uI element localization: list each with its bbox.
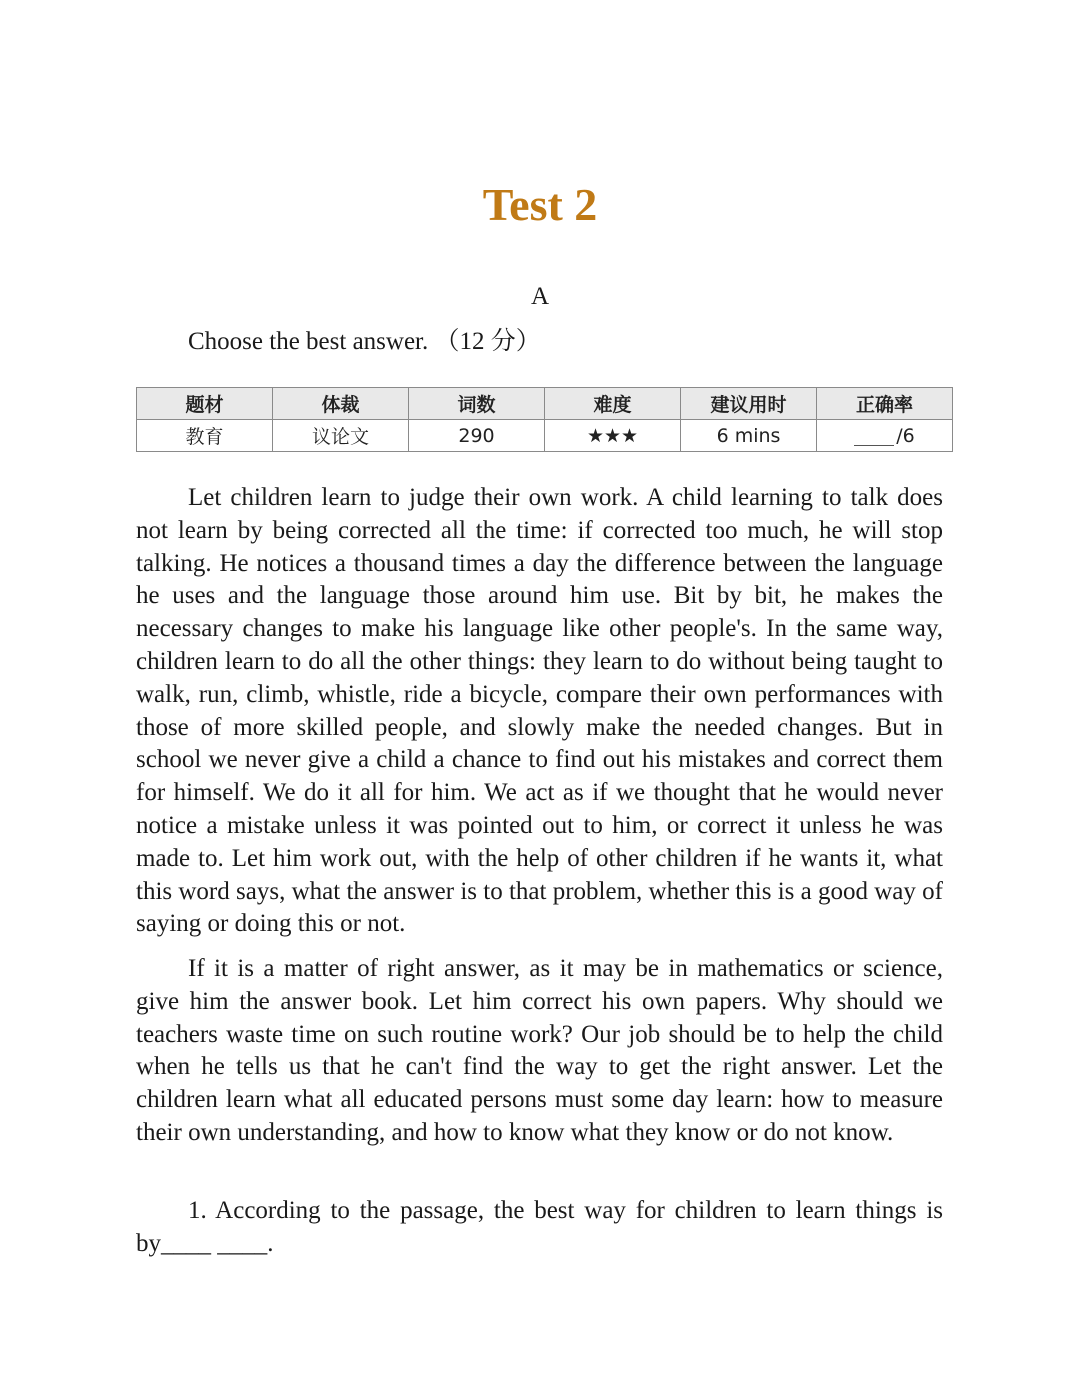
page-title: Test 2	[482, 179, 598, 230]
paragraph-2-text: If it is a matter of right answer, as it may be in mathematics or science, give him the answer book. Let him correct his own papers. Why should we teachers waste time on such routine work? Our job should be to help the child when he tells us that he can't find the way to get the right answer. Let the children learn what all educated persons must some day learn: how to measure their own understanding, and how to know what they know or do not know.	[136, 955, 943, 1146]
value-difficulty-stars: ★★★	[545, 420, 681, 452]
question-1	[136, 1195, 943, 1261]
passage-paragraph-1	[136, 482, 943, 941]
info-table-value-row	[137, 420, 953, 452]
paragraph-1-text: Let children learn to judge their own work. A child learning to talk does not learn by being corrected all the time: if corrected too much, he will stop talking. He notices a thousand times a day the difference between the language he uses and the language those around him use. Bit by bit, he makes the necessary changes to make his language like other people's. In the same way, children learn to do all the other things: they learn to do without being taught to walk, run, climb, whistle, ride a bicycle, compare their own performances with those of more skilled people, and slowly make the needed changes. But in school we never give a child a chance to find out his mistakes and correct them for himself. We do it all for him. We act as if we thought that he would never notice a mistake unless it was pointed out to him, or correct it unless he was made to. Let him work out, with the help of other children if he wants it, what this word says, what the answer is to that problem, whether this is a good way of saying or doing this or not.	[136, 484, 943, 938]
header-suggested-time: 建议用时	[681, 388, 817, 420]
value-word-count: 290	[409, 420, 545, 452]
info-table	[136, 387, 953, 452]
passage-paragraph-2	[136, 953, 943, 1150]
question-1-text: 1. According to the passage, the best way for children to learn things is by____ ____.	[136, 1197, 943, 1257]
header-word-count: 词数	[409, 388, 545, 420]
header-topic: 题材	[137, 388, 273, 420]
value-genre: 议论文	[273, 420, 409, 452]
accuracy-total: /6	[896, 424, 915, 447]
accuracy-blank	[854, 445, 894, 446]
value-accuracy	[817, 420, 953, 452]
info-table-header-row	[137, 388, 953, 420]
section-label: A	[530, 283, 550, 310]
instruction-text: Choose the best answer. （12 分）	[188, 328, 541, 355]
value-suggested-time: 6 mins	[681, 420, 817, 452]
header-genre: 体裁	[273, 388, 409, 420]
header-accuracy: 正确率	[817, 388, 953, 420]
header-difficulty: 难度	[545, 388, 681, 420]
value-topic: 教育	[137, 420, 273, 452]
